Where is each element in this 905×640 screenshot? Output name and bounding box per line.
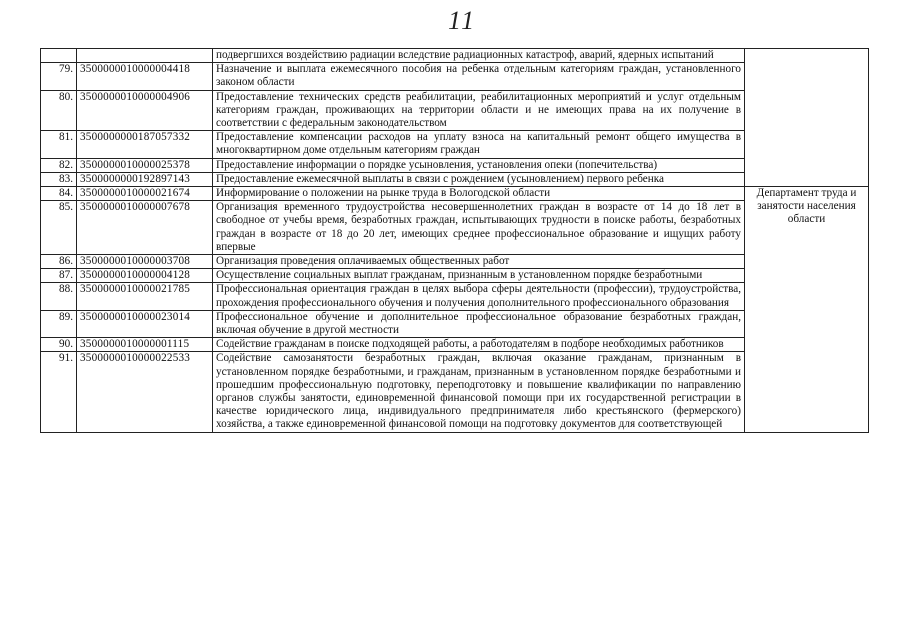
service-name: Организация проведения оплачиваемых общественных работ <box>213 255 745 269</box>
row-number: 88. <box>41 283 77 310</box>
service-code: 3500000000187057332 <box>77 131 213 158</box>
service-name: Организация временного трудоустройства несовершеннолетних граждан в возрасте от 14 до 18 лет в свободное от учебы время, безработных граждан, испытывающих трудности в поиске работы, безработных граждан в возрасте от 18 до 20 лет, имеющих среднее профессиональное образование и ищущих работу впервые <box>213 201 745 255</box>
table-row <box>41 158 869 172</box>
row-number: 80. <box>41 90 77 131</box>
service-name: Предоставление ежемесячной выплаты в связи с рождением (усыновлением) первого ребенка <box>213 172 745 186</box>
service-code: 3500000010000025378 <box>77 158 213 172</box>
service-name: Осуществление социальных выплат гражданам, признанным в установленном порядке безработными <box>213 269 745 283</box>
table-row <box>41 352 869 432</box>
service-code: 3500000010000004906 <box>77 90 213 131</box>
service-code: 3500000010000023014 <box>77 310 213 337</box>
service-name: Профессиональное обучение и дополнительное профессиональное образование безработных граждан, включая обучение в другой местности <box>213 310 745 337</box>
service-name: Информирование о положении на рынке труда в Вологодской области <box>213 187 745 201</box>
table-row <box>41 310 869 337</box>
table-row <box>41 283 869 310</box>
service-code: 3500000010000021674 <box>77 187 213 201</box>
table-row <box>41 90 869 131</box>
row-number: 81. <box>41 131 77 158</box>
table-row <box>41 49 869 63</box>
service-name: Предоставление информации о порядке усыновления, установления опеки (попечительства) <box>213 158 745 172</box>
table-row <box>41 172 869 186</box>
table-row <box>41 255 869 269</box>
row-number: 79. <box>41 63 77 90</box>
service-name: Содействие гражданам в поиске подходящей работы, а работодателям в подборе необходимых работников <box>213 338 745 352</box>
department-name: Департамент труда и занятости населения области <box>745 187 869 433</box>
service-name: Профессиональная ориентация граждан в целях выбора сферы деятельности (профессии), трудоустройства, прохождения профессионального обучения и получения дополнительного профессионального образования <box>213 283 745 310</box>
table-row <box>41 131 869 158</box>
service-code <box>77 49 213 63</box>
row-number: 84. <box>41 187 77 201</box>
service-code: 3500000010000004418 <box>77 63 213 90</box>
row-number: 82. <box>41 158 77 172</box>
row-number: 83. <box>41 172 77 186</box>
table-row <box>41 63 869 90</box>
service-code: 3500000010000007678 <box>77 201 213 255</box>
row-number: 87. <box>41 269 77 283</box>
services-table <box>40 48 869 433</box>
row-number: 91. <box>41 352 77 432</box>
page-number: 11 <box>448 6 477 35</box>
table-row <box>41 338 869 352</box>
table-row <box>41 201 869 255</box>
table-row <box>41 187 869 201</box>
row-number: 86. <box>41 255 77 269</box>
table-row <box>41 269 869 283</box>
row-number: 85. <box>41 201 77 255</box>
service-code: 3500000000192897143 <box>77 172 213 186</box>
service-code: 3500000010000004128 <box>77 269 213 283</box>
service-name: Предоставление компенсации расходов на уплату взноса на капитальный ремонт общего имущества в многоквартирном доме отдельным категориям граждан <box>213 131 745 158</box>
row-number <box>41 49 77 63</box>
row-number: 89. <box>41 310 77 337</box>
service-name: подвергшихся воздействию радиации вследствие радиационных катастроф, аварий, ядерных испытаний <box>213 49 745 63</box>
service-code: 3500000010000022533 <box>77 352 213 432</box>
row-number: 90. <box>41 338 77 352</box>
service-code: 3500000010000021785 <box>77 283 213 310</box>
service-name: Назначение и выплата ежемесячного пособия на ребенка отдельным категориям граждан, установленного законом области <box>213 63 745 90</box>
service-code: 3500000010000001115 <box>77 338 213 352</box>
service-name: Содействие самозанятости безработных граждан, включая оказание гражданам, признанным в установленном порядке безработными, и гражданам, признанным в установленном порядке безработными и прошедшим профессиональную подготовку, переподготовку и повышение квалификации по направлению органов службы занятости, единовременной финансовой помощи при их государственной регистрации в качестве юридического лица, индивидуального предпринимателя либо крестьянского (фермерского) хозяйства, а также единовременной финансовой помощи на подготовку документов для соответствующей <box>213 352 745 432</box>
service-name: Предоставление технических средств реабилитации, реабилитационных мероприятий и услуг отдельным категориям граждан, проживающих на территории области и не имеющих права на их получение в соответствии с федеральным законодательством <box>213 90 745 131</box>
service-code: 3500000010000003708 <box>77 255 213 269</box>
department-cell-empty <box>745 49 869 187</box>
